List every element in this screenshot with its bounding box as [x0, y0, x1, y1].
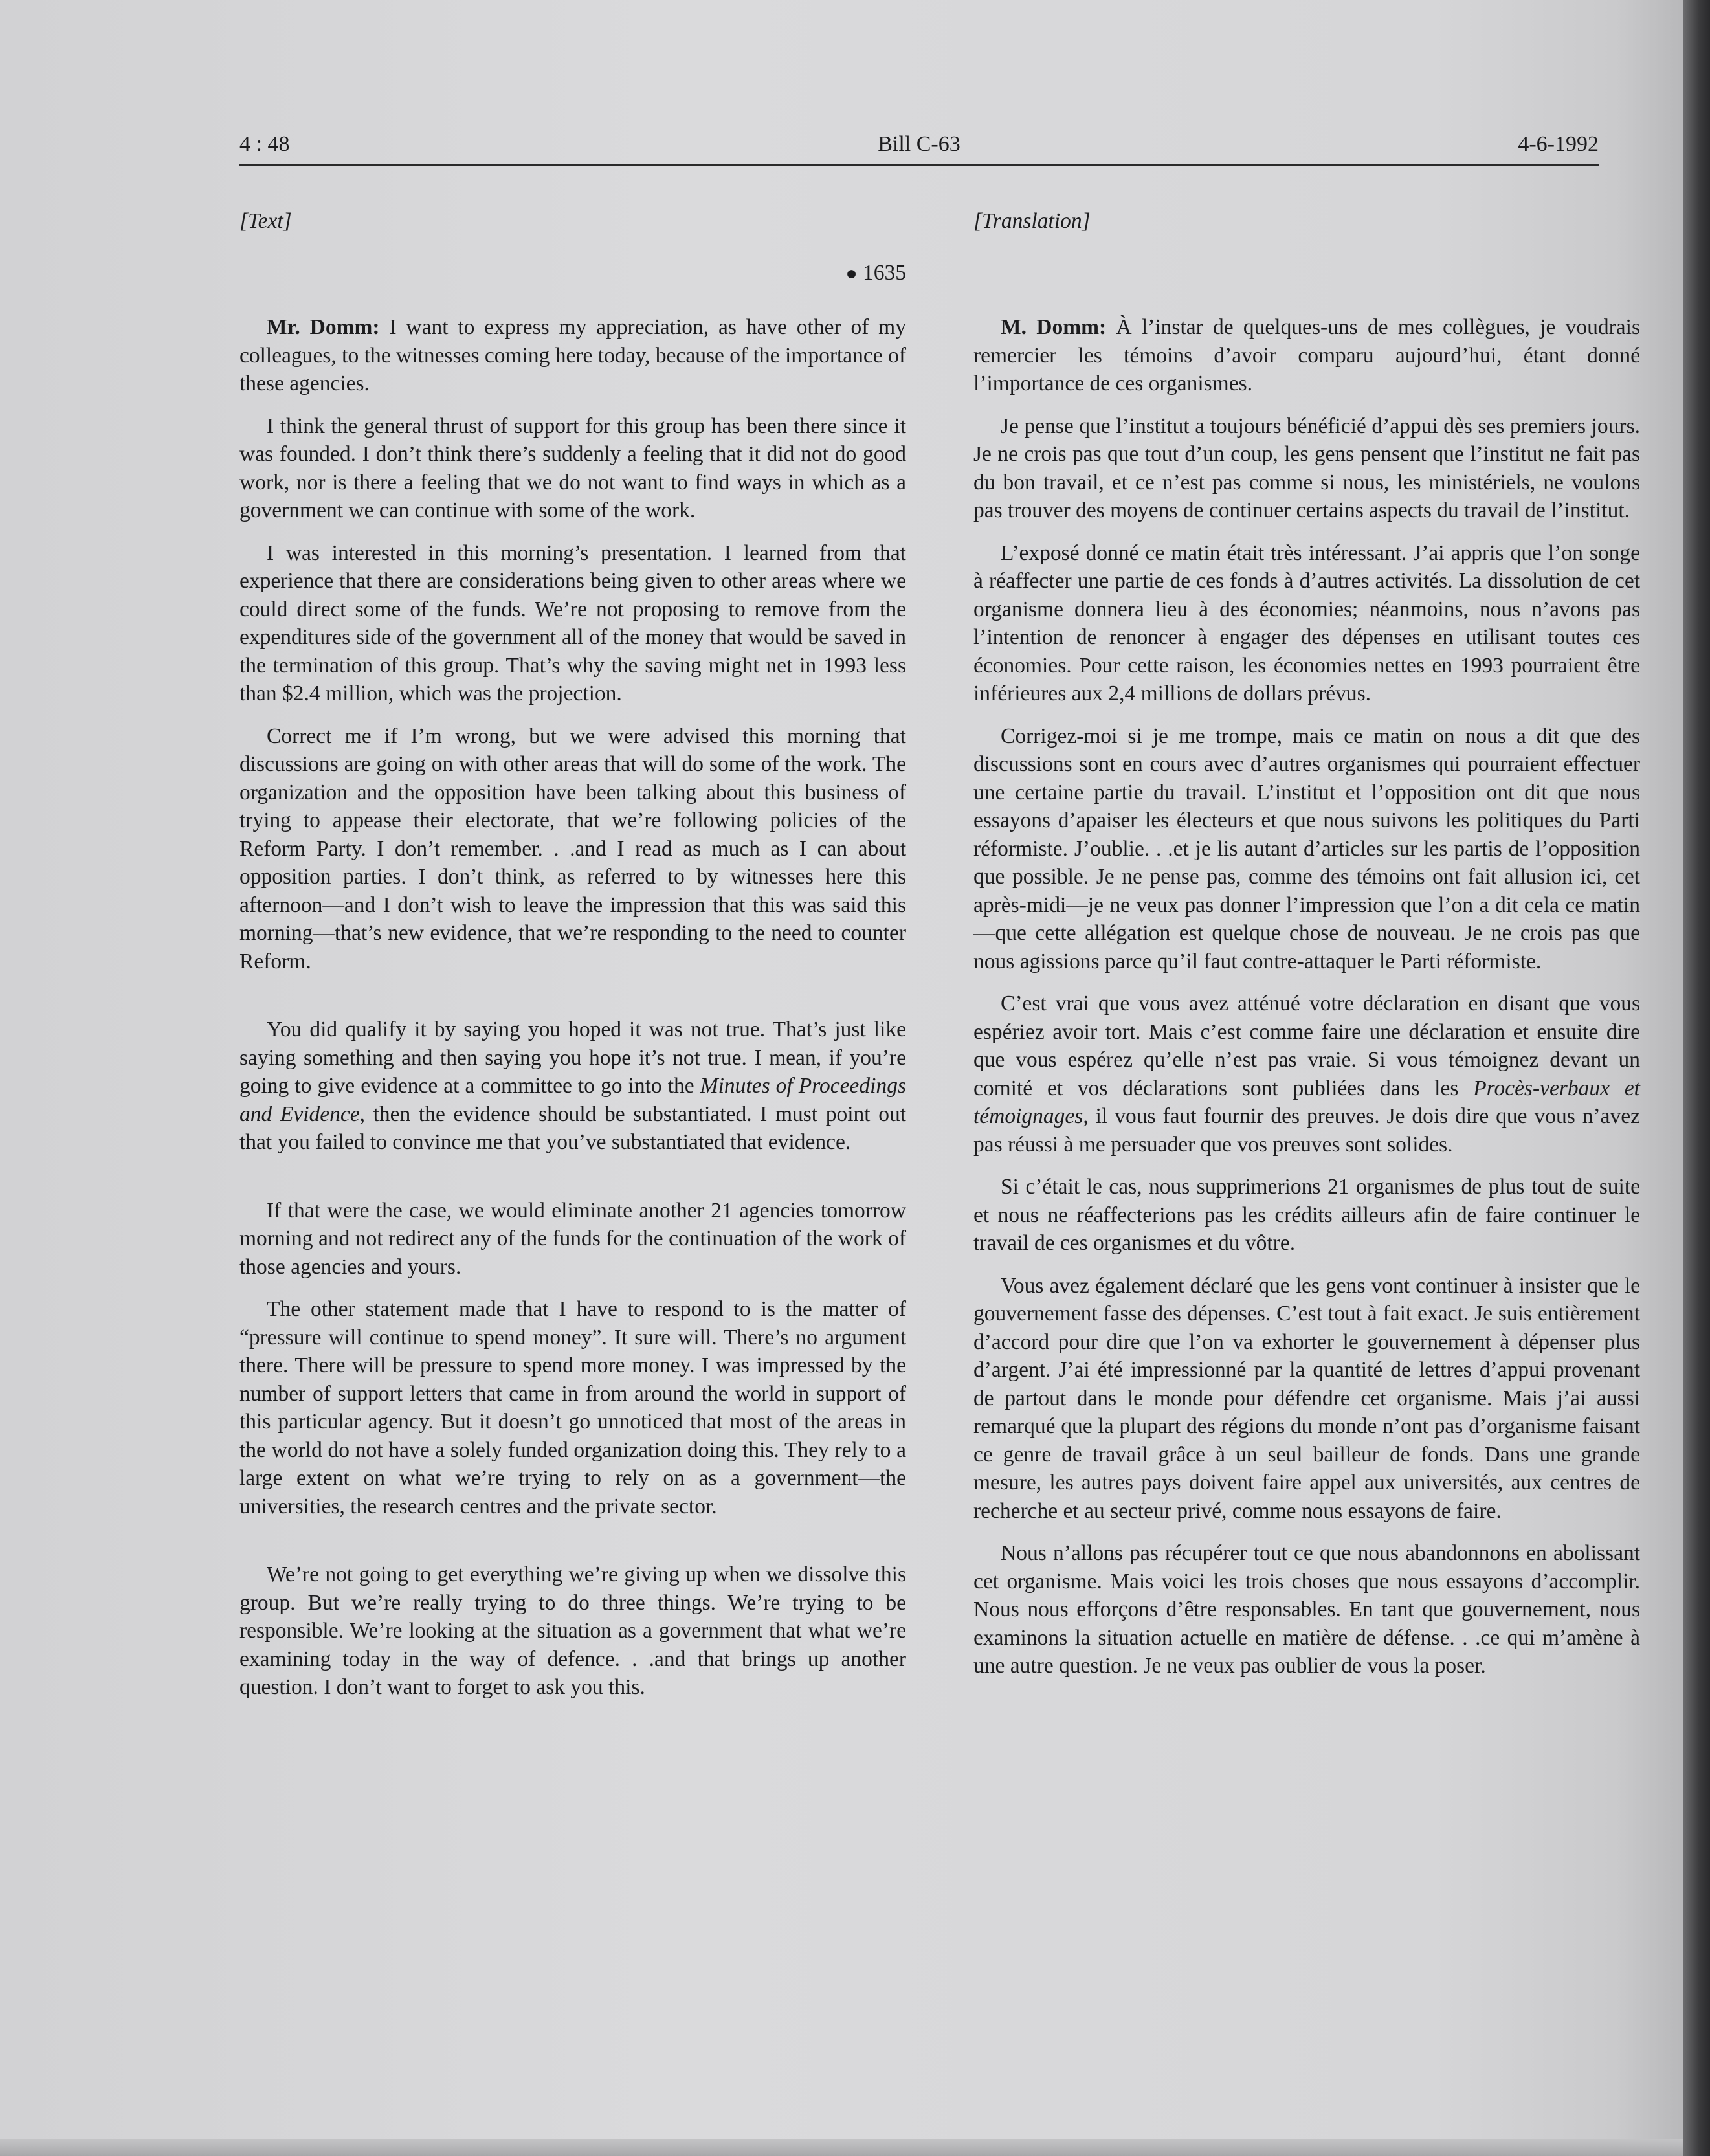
paragraph-fr-1: M. Domm: À l’instar de quelques-uns de mes collègues, je voudrais remercier les témoins d’avoir comparu aujourd’hui, étant donné l’importance de ces organismes.	[973, 315, 1640, 395]
paragraph-en-1: Mr. Domm: I want to express my appreciation, as have other of my colleagues, to the witnesses coming here today, because of the importance of these agencies.	[239, 315, 906, 395]
french-column	[973, 207, 1640, 1695]
paragraph-fr-5: C’est vrai que vous avez atténué votre déclaration en disant que vous espériez avoir tort. Mais c’est comme faire une déclaration et ensuite dire que vous espérez qu’elle n’est pas vraie. Si vous témoignez devant un comité et vos déclarations sont publiées dans les Procès-verbaux et témoignages, il vous faut fournir des preuves. Je dois dire que vous n’avez pas réussi à me persuader que vos preuves sont solides.	[973, 992, 1640, 1157]
paragraph-fr-6: Si c’était le cas, nous supprimerions 21 organismes de plus tout de suite et nous ne réaffecterions pas les crédits ailleurs afin de faire continuer le travail de ces organismes et du vôtre.	[973, 1175, 1640, 1255]
paragraph-fr-8: Nous n’allons pas récupérer tout ce que nous abandonnons en abolissant cet organisme. Mais voici les trois choses que nous essayons d’accomplir. Nous nous efforçons d’être responsables. En tant que gouvernement, nous examinons la situation actuelle en matière de défense. . .ce qui m’amène à une autre question. Je ne veux pas oublier de vous la poser.	[973, 1541, 1640, 1678]
bullet-icon: ●	[845, 263, 858, 284]
paragraph-en-6: If that were the case, we would eliminate another 21 agencies tomorrow morning and not redirect any of the funds for the continuation of the work of those agencies and yours.	[239, 1198, 906, 1279]
speaker-name: Mr. Domm:	[267, 315, 380, 339]
header-date: 4-6-1992	[1518, 132, 1599, 156]
paragraph-fr-2: Je pense que l’institut a toujours bénéficié d’appui dès ses premiers jours. Je ne crois pas que tout d’un coup, les gens pensent que l’institut ne fait pas du bon travail, et ce n’est pas comme si nous, les ministériels, ne voulons pas trouver des moyens de continuer certains aspects du travail de l’institut.	[973, 414, 1640, 522]
timestamp	[239, 259, 906, 298]
paragraph-en-7: The other statement made that I have to respond to is the matter of “pressure will continue to spend money”. It sure will. There’s no argument there. There will be pressure to spend more money. I was impressed by the number of support letters that came in from around the world in support of this particular agency. But it doesn’t go unnoticed that most of the areas in the world do not have a solely funded organization doing this. They rely to a large extent on what we’re trying to rely on as a government—the universities, the research centres and the private sector.	[239, 1297, 906, 1518]
timestamp-value: 1635	[863, 261, 906, 285]
paragraph-en-5: You did qualify it by saying you hoped it was not true. That’s just like saying something and then saying you hope it’s not true. I mean, if you’re going to give evidence at a committee to go into the Minutes of Proceedings and Evidence, then the evidence should be substantiated. I must point out that you failed to convince me that you’ve substantiated that evidence.	[239, 1017, 906, 1154]
text-tag: [Text]	[239, 209, 292, 233]
translation-tag: [Translation]	[973, 209, 1091, 233]
paragraph-fr-3: L’exposé donné ce matin était très intéressant. J’ai appris que l’on songe à réaffecter une partie de ces fonds à d’autres activités. La dissolution de cet organisme donnera lieu à des économies; néanmoins, nous n’avons pas l’intention de renoncer à engager des dépenses en utilisant toutes ces économies. Pour cette raison, les économies nettes en 1993 pourraient être inférieures aux 2,4 millions de dollars prévus.	[973, 540, 1640, 706]
timestamp-spacer	[973, 259, 1640, 298]
paragraph-en-4: Correct me if I’m wrong, but we were advised this morning that discussions are going on with other areas that will do some of the work. The organization and the opposition have been talking about this business of trying to appease their electorate, that we’re following policies of the Reform Party. I don’t remember. . .and I read as much as I can about opposition parties. I don’t think, as referred to by witnesses here this afternoon—and I don’t wish to leave the impression that this was said this morning—that’s new evidence, that we’re responding to the need to counter Reform.	[239, 724, 906, 973]
binding-gutter	[1683, 0, 1710, 2156]
header-rule	[239, 164, 1599, 166]
paragraph-fr-7: Vous avez également déclaré que les gens vont continuer à insister que le gouvernement fasse des dépenses. C’est tout à fait exact. Je suis entièrement d’accord pour dire que l’on va exhorter le gouvernement à dépenser plus d’argent. J’ai été impressionné par la quantité de lettres d’appui provenant de partout dans le monde pour défendre cet organisme. Mais j’ai aussi remarqué que la plupart des régions du monde n’ont pas d’organisme faisant ce genre de travail grâce à un seul bailleur de fonds. Dans une grande mesure, les autres pays doivent faire appel aux universités, aux centres de recherche et au secteur privé, comme nous essayons de faire.	[973, 1273, 1640, 1523]
paragraph-en-8: We’re not going to get everything we’re giving up when we dissolve this group. But we’re really trying to do three things. We’re trying to be responsible. We’re looking at the situation as a government that what we’re examining today in the way of defence. . .and that brings up another question. I don’t want to forget to ask you this.	[239, 1562, 906, 1699]
publication-title: Procès-verbaux et témoignages	[973, 1076, 1640, 1128]
paragraph-en-3: I was interested in this morning’s presentation. I learned from that experience that there are considerations being given to other areas where we could direct some of the funds. We’re not proposing to remove from the expenditures side of the government all of the money that would be saved in the termination of this group. That’s why the saving might net in 1993 less than $2.4 million, which was the projection.	[239, 540, 906, 706]
page-number: 4 : 48	[239, 132, 290, 156]
paragraph-fr-4: Corrigez-moi si je me trompe, mais ce matin on nous a dit que des discussions sont en cours avec d’autres organismes qui pourraient effectuer une certaine partie du travail. L’institut et l’opposition ont dit que nous essayons d’apaiser les électeurs et que nous suivons les politiques du Parti réformiste. J’oublie. . .et je lis autant d’articles sur les partis de l’opposition que possible. Je ne pense pas, comme des témoins ont fait allusion ici, cet après-midi—je ne veux pas donner l’impression que l’on a dit cela ce matin—que cette allégation est quelque chose de nouveau. Je ne crois pas que nous agissions parce qu’il faut contre-attaquer le Parti réformiste.	[973, 724, 1640, 973]
speaker-name: M. Domm:	[1001, 315, 1107, 339]
running-header	[239, 132, 1599, 164]
english-column	[239, 207, 906, 1716]
page-bottom-edge	[0, 2139, 1683, 2156]
paragraph-en-2: I think the general thrust of support for this group has been there since it was founded. I don’t think there’s suddenly a feeling that it did not do good work, nor is there a feeling that we do not want to find ways in which as a government we can continue with some of the work.	[239, 414, 906, 522]
bill-title: Bill C-63	[878, 132, 960, 156]
publication-title: Minutes of Proceedings and Evidence	[239, 1074, 906, 1126]
